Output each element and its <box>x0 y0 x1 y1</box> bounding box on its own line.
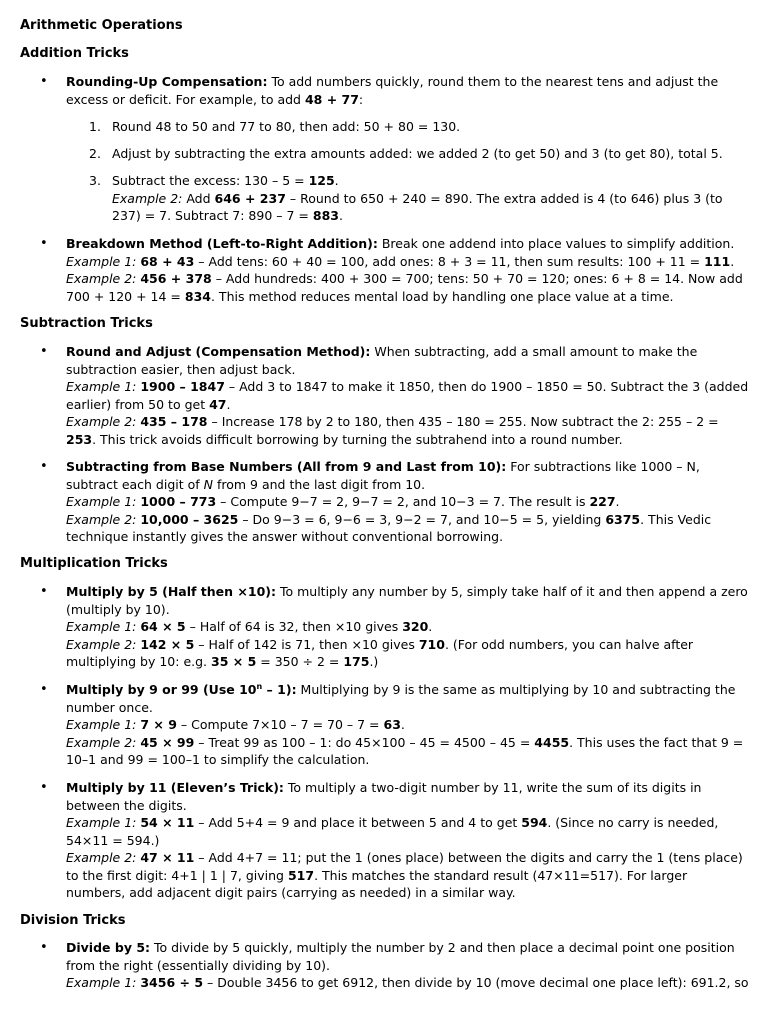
body-text: To multiply a two-digit number by 11, write the sum of its digits in between the digits. <box>66 780 702 813</box>
expression: 456 + 378 <box>140 271 212 286</box>
body-text: For subtractions like 1000 – N, subtract each digit of <box>66 459 700 492</box>
example-label: Example 1: <box>66 975 137 990</box>
body-text: . This trick avoids difficult borrowing by turning the subtrahend into a round number. <box>92 431 623 447</box>
paragraph-rounding-up-compensation <box>66 73 750 108</box>
bullet-marker: • <box>40 459 48 474</box>
bullet-marker: • <box>40 344 48 359</box>
step-number: 2. <box>89 146 101 161</box>
body-text: To divide by 5 quickly, multiply the number by 2 and then place a decimal point one position from the right (essentially dividing by 10). <box>66 940 735 973</box>
paragraph-multiply-by-9-or-99 <box>66 681 750 769</box>
body-text: . <box>338 208 343 223</box>
bullet-marker: • <box>40 74 48 89</box>
body-text: – Round to 650 + 240 = 890. The extra added is 4 (to 646) plus 3 (to 237) = 7. Subtract 7: 890 – 7 = <box>112 190 723 223</box>
step-2-text: Adjust by subtracting the extra amounts added: we added 2 (to get 50) and 3 (to get 80), total 5. <box>112 146 723 161</box>
body-text: from 9 and the last digit from 10. <box>213 476 426 492</box>
term-label: Subtracting from Base Numbers (All from 9 and Last from 10): <box>66 459 507 474</box>
step-number: 1. <box>89 119 101 134</box>
example-label: Example 2: <box>66 414 137 429</box>
expression: 48 + 77 <box>304 91 359 107</box>
body-text: – Add hundreds: 400 + 300 = 700; tens: 50 + 70 = 120; ones: 6 + 8 = 14. Now add 700 + 120 + 14 = <box>66 271 743 304</box>
expression: 1900 – 1847 <box>140 379 225 394</box>
bullet-marker: • <box>40 682 48 697</box>
body-text: – Do 9−3 = 6, 9−6 = 3, 9−2 = 7, and 10−5 = 5, yielding <box>238 511 606 527</box>
expression: 54 × 11 <box>140 815 195 830</box>
result-value: 63 <box>383 717 401 732</box>
paragraph-subtracting-from-base <box>66 458 750 546</box>
bullet-marker: • <box>40 940 48 955</box>
result-value: 4455 <box>534 734 570 750</box>
result-value: 883 <box>312 208 339 223</box>
expression: 35 × 5 <box>211 654 257 669</box>
expression: 142 × 5 <box>140 636 195 652</box>
bullet-marker: • <box>40 584 48 599</box>
example-label: Example 2: <box>66 511 137 527</box>
term-label: Multiply by 11 (Eleven’s Trick): <box>66 780 284 795</box>
result-value: 111 <box>704 253 731 269</box>
exponent: n <box>256 681 263 691</box>
paragraph-multiply-by-11 <box>66 779 750 902</box>
expression: 10,000 – 3625 <box>140 511 239 527</box>
body-text: . <box>334 173 339 188</box>
example-label: Example 2: <box>66 271 137 286</box>
example-label: Example 2: <box>66 734 137 750</box>
body-text: .) <box>369 654 379 669</box>
paragraph-round-and-adjust <box>66 343 750 448</box>
body-text: Subtract the excess: 130 – 5 = <box>112 173 309 188</box>
body-text: To multiply any number by 5, simply take half of it and then append a zero (multiply by 10). <box>66 584 748 617</box>
result-value: 517 <box>287 867 315 883</box>
term-label: Round and Adjust (Compensation Method): <box>66 344 371 359</box>
body-text: Multiplying by 9 is the same as multiplying by 10 and subtracting the number once. <box>66 682 736 715</box>
body-text: . <box>428 619 433 634</box>
expression: 646 + 237 <box>214 190 286 206</box>
expression: 3456 ÷ 5 <box>140 975 204 990</box>
example-label: Example 1: <box>66 379 137 394</box>
body-text: . <box>615 494 620 509</box>
expression: 68 + 43 <box>140 253 195 269</box>
bullet-marker: • <box>40 780 48 795</box>
example-label: Example 1: <box>66 494 137 509</box>
body-text: – Add 3 to 1847 to make it 1850, then do 1900 – 1850 = 50. Subtract the 3 (added earlier) from 50 to get <box>66 379 749 412</box>
expression: 45 × 99 <box>140 734 195 750</box>
result-value: 175 <box>343 654 370 669</box>
step-number: 3. <box>89 173 101 188</box>
body-text: – Treat 99 as 100 – 1: do 45×100 – 45 = 4500 – 45 = <box>194 734 535 750</box>
paragraph-divide-by-5 <box>66 939 750 992</box>
body-text: . This uses the fact that 9 = 10–1 and 99 = 100–1 to simplify the calculation. <box>66 734 744 767</box>
section-heading-division: Division Tricks <box>20 913 126 928</box>
example-label: Example 2: <box>112 190 183 206</box>
body-text: . This method reduces mental load by handling one place value at a time. <box>210 288 674 304</box>
example-label: Example 2: <box>66 636 137 652</box>
body-text: . This matches the standard result (47×11=517). For larger numbers, add adjacent digit pairs (carrying as needed) in a similar way. <box>66 867 688 900</box>
body-text: – Half of 142 is 71, then ×10 gives <box>194 636 419 652</box>
body-text: – Half of 64 is 32, then ×10 gives <box>185 619 403 634</box>
expression: 47 × 11 <box>140 850 195 865</box>
body-text: When subtracting, add a small amount to make the subtraction easier, then adjust back. <box>66 344 698 377</box>
body-text: . <box>730 253 735 269</box>
body-text: To add numbers quickly, round them to the nearest tens and adjust the excess or deficit. For example, to add <box>66 74 719 107</box>
body-text: . This Vedic technique instantly gives the answer without conventional borrowing. <box>66 511 712 544</box>
bullet-marker: • <box>40 236 48 251</box>
body-text: . <box>400 717 405 732</box>
term-label-text: Multiply by 9 or 99 (Use 10 <box>66 682 257 697</box>
example-label: Example 1: <box>66 619 137 634</box>
result-value: 320 <box>402 619 429 634</box>
result-value: 47 <box>209 396 227 412</box>
paragraph-breakdown-method <box>66 235 750 305</box>
body-text: Add <box>182 190 215 206</box>
body-text: – Compute 7×10 – 7 = 70 – 7 = <box>176 717 384 732</box>
result-value: 227 <box>589 494 616 509</box>
term-label <box>66 682 297 697</box>
body-text: – Add 5+4 = 9 and place it between 5 and 4 to get <box>194 815 522 830</box>
body-text: – Double 3456 to get 6912, then divide by 10 (move decimal one place left): 691.2, so <box>203 975 749 990</box>
example-label: Example 2: <box>66 850 137 865</box>
section-heading-multiplication: Multiplication Tricks <box>20 556 168 571</box>
example-label: Example 1: <box>66 253 137 269</box>
result-value: 710 <box>418 636 445 652</box>
body-text: – Increase 178 by 2 to 180, then 435 – 180 = 255. Now subtract the 2: 255 – 2 = <box>207 414 719 429</box>
section-heading-subtraction: Subtraction Tricks <box>20 316 153 331</box>
body-text: = 350 ÷ 2 = <box>256 654 344 669</box>
result-value: 253 <box>66 431 93 447</box>
expression: 435 – 178 <box>140 414 208 429</box>
term-label: Rounding-Up Compensation: <box>66 74 268 89</box>
expression: 1000 – 773 <box>140 494 217 509</box>
example-label: Example 1: <box>66 815 137 830</box>
body-text: – Compute 9−7 = 2, 9−7 = 2, and 10−3 = 7. The result is <box>216 494 590 509</box>
section-heading-addition: Addition Tricks <box>20 46 129 61</box>
body-text: . <box>226 396 231 412</box>
body-text: . (For odd numbers, you can halve after multiplying by 10: e.g. <box>66 636 694 669</box>
body-text: – Add tens: 60 + 40 = 100, add ones: 8 + 3 = 11, then sum results: 100 + 11 = <box>194 253 705 269</box>
step-1-text: Round 48 to 50 and 77 to 80, then add: 50 + 80 = 130. <box>112 119 461 134</box>
expression: 7 × 9 <box>140 717 177 732</box>
body-text: Break one addend into place values to simplify addition. <box>377 236 735 251</box>
variable-n: N <box>203 476 214 492</box>
expression: 64 × 5 <box>140 619 186 634</box>
body-text: : <box>358 91 364 107</box>
step-3-text <box>112 172 742 225</box>
term-label: Breakdown Method (Left-to-Right Addition): <box>66 236 378 251</box>
example-label: Example 1: <box>66 717 137 732</box>
term-label-text: – 1): <box>262 682 297 697</box>
term-label: Multiply by 5 (Half then ×10): <box>66 584 276 599</box>
result-value: 834 <box>184 288 211 304</box>
result-value: 594 <box>521 815 548 830</box>
body-text: . (Since no carry is needed, 54×11 = 594.) <box>66 815 719 848</box>
result-value: 6375 <box>605 511 641 527</box>
body-text: – Add 4+7 = 11; put the 1 (ones place) between the digits and carry the 1 (tens place) to the first digit: 4+1 | 1 | 7, giving <box>66 850 743 883</box>
paragraph-multiply-by-5 <box>66 583 750 671</box>
result-value: 125 <box>308 173 335 188</box>
document-title: Arithmetic Operations <box>20 18 183 33</box>
term-label: Divide by 5: <box>66 940 151 955</box>
